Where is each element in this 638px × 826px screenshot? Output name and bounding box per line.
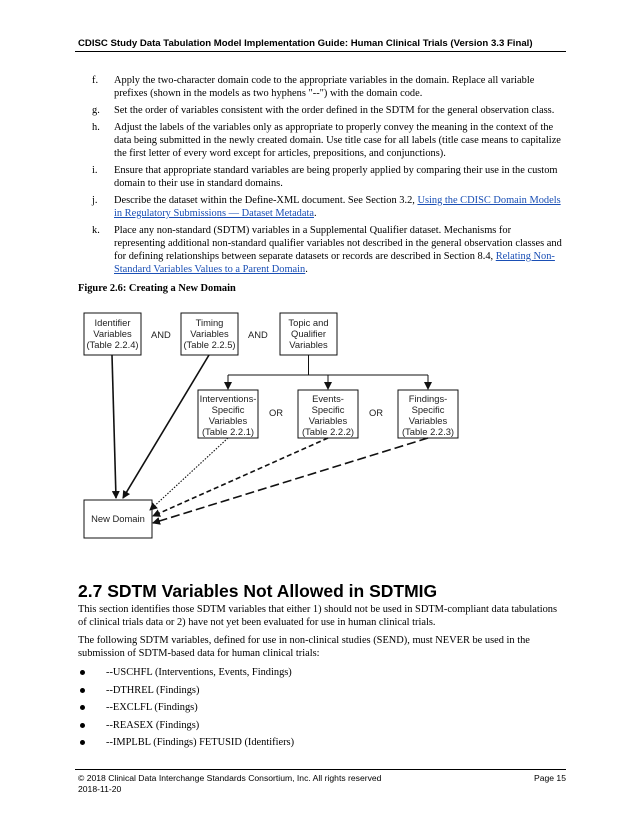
- box-line: Findings-: [408, 393, 448, 404]
- or-connector: OR: [369, 407, 384, 418]
- box-line: Timing: [195, 317, 224, 328]
- step-text: Place any non-standard (SDTM) variables in a Supplemental Qualifier dataset. Mechanisms for representing additional non-standard qualifier variables not described in the general observation classes and for defining relationships between separate datasets or records are described in Section 8.4,: [114, 225, 562, 262]
- list-item: --EXCLFL (Findings): [78, 701, 294, 719]
- disallowed-variables-list: [78, 666, 294, 754]
- dataset-metadata-link[interactable]: Using the CDISC Domain Models in Regulatory Submissions — Dataset Metadata: [114, 195, 561, 219]
- box-line: (Table 2.2.3): [401, 426, 455, 437]
- list-item: --REASEX (Findings): [78, 719, 294, 737]
- box-line: Identifier: [94, 317, 131, 328]
- header-rule: [75, 51, 566, 52]
- box-line: Interventions-: [199, 393, 257, 404]
- box-line: Variables: [208, 415, 248, 426]
- box-line: Specific: [211, 404, 245, 415]
- bullet-icon: [80, 723, 85, 728]
- section-paragraph: This section identifies those SDTM variables that either 1) should not be used in SDTM-compliant data tabulations of clinical trials data or 2) have not yet been evaluated for use in human clinical trials.: [78, 604, 558, 628]
- step-text: Ensure that appropriate standard variables are being properly applied by comparing their use in the custom domain to their use in standard domains.: [114, 165, 558, 189]
- events-specific-box: [298, 390, 358, 438]
- procedure-steps: [92, 74, 564, 280]
- box-line: (Table 2.2.1): [201, 426, 255, 437]
- step-item: [92, 164, 564, 190]
- step-letter: i.: [92, 165, 98, 176]
- step-text: Apply the two-character domain code to the appropriate variables in the domain. Replace all variable prefixes (shown in the models as two hyphens "--") with the domain code.: [114, 75, 535, 99]
- findings-arrow: [153, 438, 428, 523]
- interventions-arrow: [150, 438, 228, 510]
- new-domain-diagram: [78, 304, 568, 554]
- figure-caption: Figure 2.6: Creating a New Domain: [78, 283, 236, 294]
- step-letter: h.: [92, 122, 100, 133]
- step-letter: j.: [92, 195, 98, 206]
- box-line: Variables: [93, 328, 132, 339]
- step-item: [92, 74, 564, 100]
- identifier-variables-box: [84, 313, 141, 355]
- list-item: --USCHFL (Interventions, Events, Findings): [78, 666, 294, 684]
- box-line: Specific: [311, 404, 345, 415]
- or-connector: OR: [269, 407, 284, 418]
- and-connector: AND: [248, 329, 268, 340]
- step-text: Set the order of variables consistent with the order defined in the SDTM for the general observation class.: [114, 105, 555, 116]
- step-text: Adjust the labels of the variables only as appropriate to properly convey the meaning in the context of the data being submitted in the newly created domain. Use title case for all labels (title case means to capitalize the first letter of every word except for articles, prepositions, and conjunctions).: [114, 122, 561, 159]
- and-connector: AND: [151, 329, 171, 340]
- step-letter: k.: [92, 225, 100, 236]
- new-domain-box: [84, 500, 152, 538]
- bullet-icon: [80, 670, 85, 675]
- step-letter: f.: [92, 75, 99, 86]
- findings-specific-box: [398, 390, 458, 438]
- list-item: --IMPLBL (Findings) FETUSID (Identifiers): [78, 736, 294, 754]
- footer-date: 2018-11-20: [78, 784, 122, 794]
- list-item: --DTHREL (Findings): [78, 684, 294, 702]
- box-line: Topic and: [288, 317, 329, 328]
- page-number: Page 15: [533, 773, 566, 783]
- running-header: CDISC Study Data Tabulation Model Implementation Guide: Human Clinical Trials (Version 3.3 Final): [78, 38, 533, 49]
- bullet-icon: [80, 705, 85, 710]
- box-line: (Table 2.2.4): [86, 339, 139, 350]
- box-line: (Table 2.2.5): [183, 339, 236, 350]
- timing-arrow: [123, 355, 209, 498]
- identifier-arrow: [112, 355, 116, 498]
- box-line: (Table 2.2.2): [301, 426, 355, 437]
- step-item: [92, 224, 564, 276]
- section-paragraph: The following SDTM variables, defined for use in non-clinical studies (SEND), must NEVER be used in the submission of SDTM-based data for human clinical trials:: [78, 635, 530, 659]
- box-line: Variables: [190, 328, 229, 339]
- step-item: [92, 104, 564, 117]
- step-letter: g.: [92, 105, 100, 116]
- step-text: Describe the dataset within the Define-XML document. See Section 3.2,: [114, 195, 418, 206]
- topic-qualifier-variables-box: [280, 313, 337, 355]
- step-text-end: .: [314, 208, 317, 219]
- footer-rule: [75, 769, 566, 770]
- box-line: Specific: [411, 404, 445, 415]
- box-line: Qualifier: [291, 328, 326, 339]
- box-line: Variables: [289, 339, 328, 350]
- bullet-icon: [80, 740, 85, 745]
- box-line: Events-: [312, 393, 344, 404]
- step-item: [92, 121, 564, 160]
- step-item: [92, 194, 564, 220]
- box-line: Variables: [308, 415, 348, 426]
- relating-non-standard-link[interactable]: Relating Non-Standard Variables Values to a Parent Domain: [114, 251, 555, 275]
- section-title: 2.7 SDTM Variables Not Allowed in SDTMIG: [78, 581, 438, 601]
- box-line: Variables: [408, 415, 448, 426]
- box-line: New Domain: [91, 513, 145, 524]
- timing-variables-box: [181, 313, 238, 355]
- footer-copyright: © 2018 Clinical Data Interchange Standards Consortium, Inc. All rights reserved: [78, 773, 382, 783]
- interventions-specific-box: [198, 390, 258, 438]
- step-text-end: .: [305, 264, 308, 275]
- bullet-icon: [80, 688, 85, 693]
